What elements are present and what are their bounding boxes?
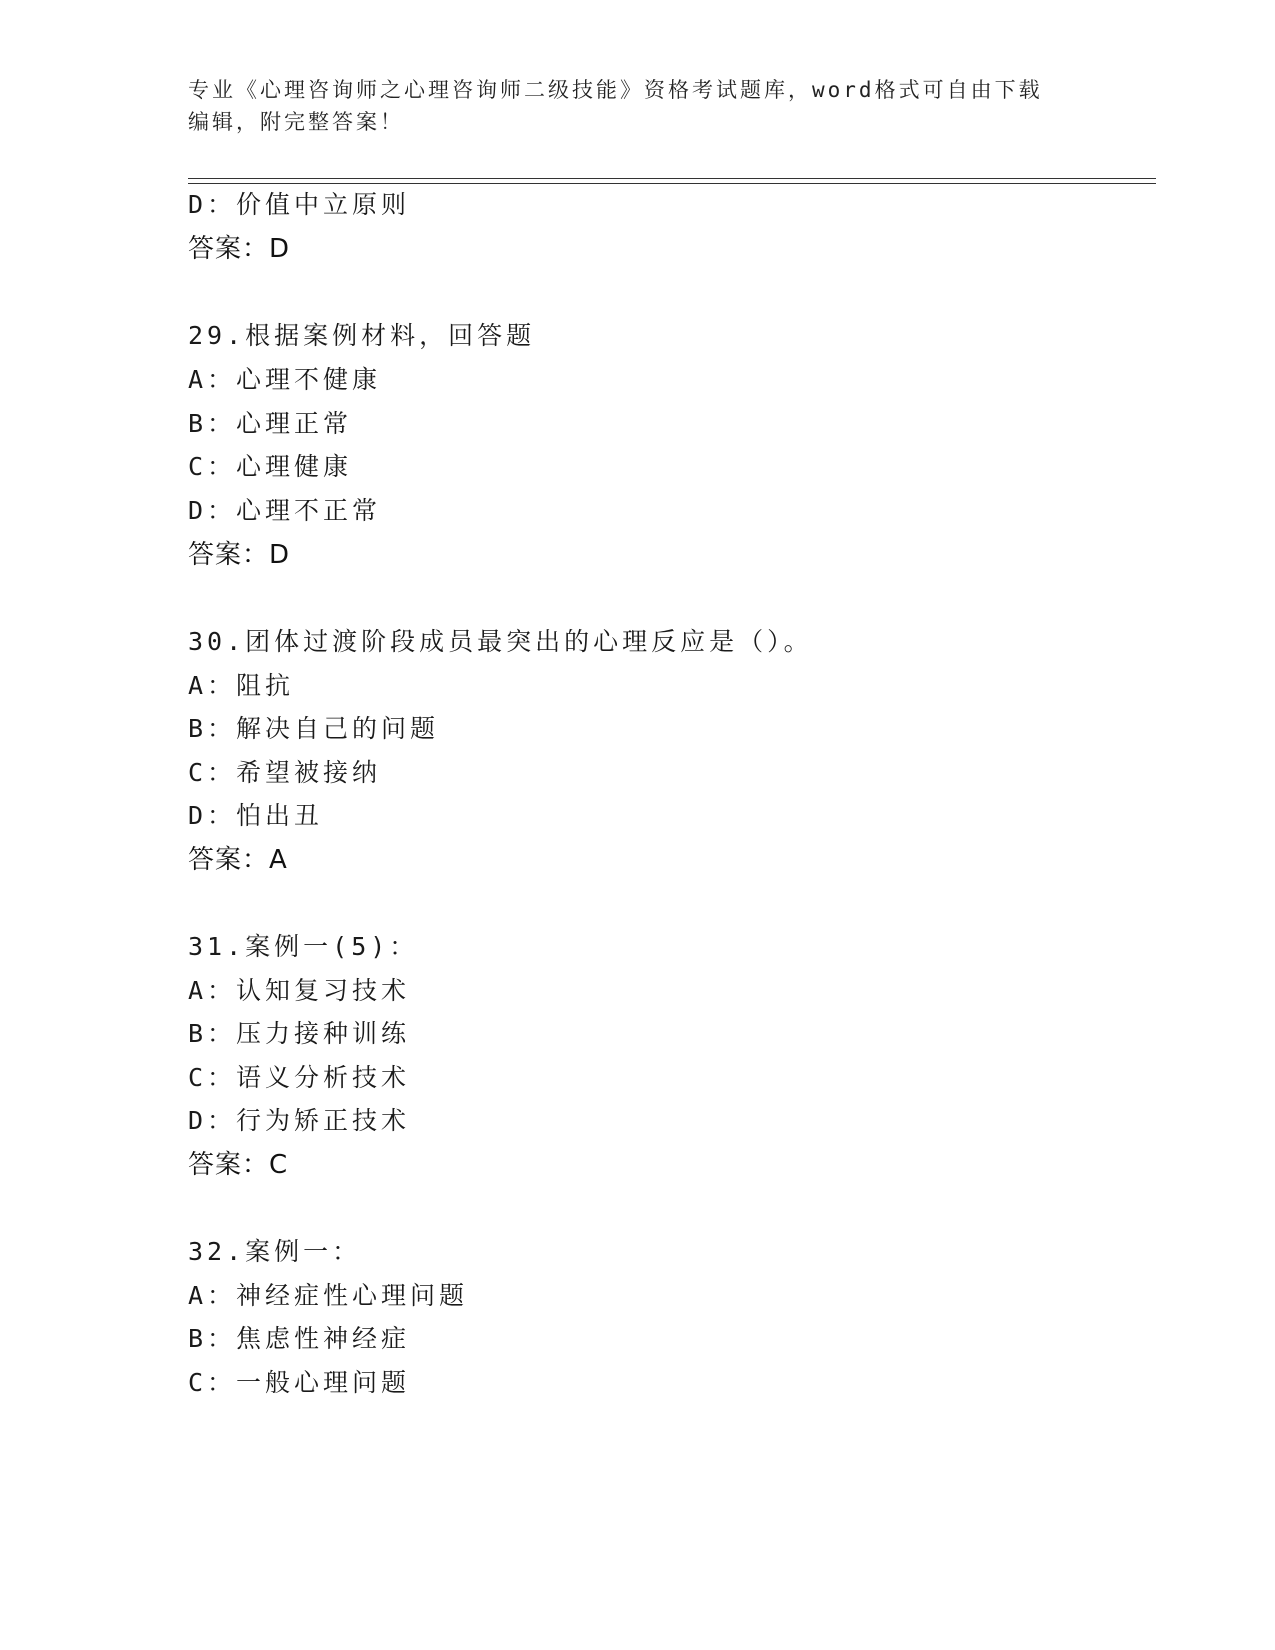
question-30-answer: 答案：A [188, 845, 288, 875]
question-32-stem: 32.案例一： [188, 1237, 362, 1266]
prev-option-d: D：价值中立原则 [188, 190, 411, 219]
question-32-option-c: C：一般心理问题 [188, 1368, 411, 1397]
question-29-option-c: C：心理健康 [188, 452, 353, 481]
question-31-option-a: A：认知复习技术 [188, 976, 411, 1005]
header-line-2: 编辑，附完整答案！ [188, 110, 404, 134]
question-32-option-b: B：焦虑性神经症 [188, 1324, 411, 1353]
document-header [188, 74, 1068, 138]
question-29-answer: 答案：D [188, 540, 291, 570]
question-30-option-a: A：阻抗 [188, 671, 295, 700]
question-29-stem: 29.根据案例材料，回答题 [188, 321, 536, 350]
question-31-answer: 答案：C [188, 1150, 289, 1180]
question-32-option-a: A：神经症性心理问题 [188, 1281, 469, 1310]
header-divider-top [188, 178, 1156, 179]
prev-answer: 答案：D [188, 234, 291, 264]
question-29-option-a: A：心理不健康 [188, 365, 382, 394]
question-29-option-d: D：心理不正常 [188, 496, 382, 525]
header-line-1: 专业《心理咨询师之心理咨询师二级技能》资格考试题库，word格式可自由下载 [188, 78, 1043, 102]
question-30-option-b: B：解决自己的问题 [188, 714, 440, 743]
question-31-stem: 31.案例一(5)： [188, 932, 419, 961]
question-31-option-b: B：压力接种训练 [188, 1019, 411, 1048]
question-29-option-b: B：心理正常 [188, 409, 353, 438]
question-30-option-d: D：怕出丑 [188, 801, 324, 830]
question-30-stem: 30.团体过渡阶段成员最突出的心理反应是（）。 [188, 627, 813, 656]
header-divider-bottom [188, 183, 1156, 184]
question-31-option-d: D：行为矫正技术 [188, 1106, 411, 1135]
question-31-option-c: C：语义分析技术 [188, 1063, 411, 1092]
question-30-option-c: C：希望被接纳 [188, 758, 382, 787]
